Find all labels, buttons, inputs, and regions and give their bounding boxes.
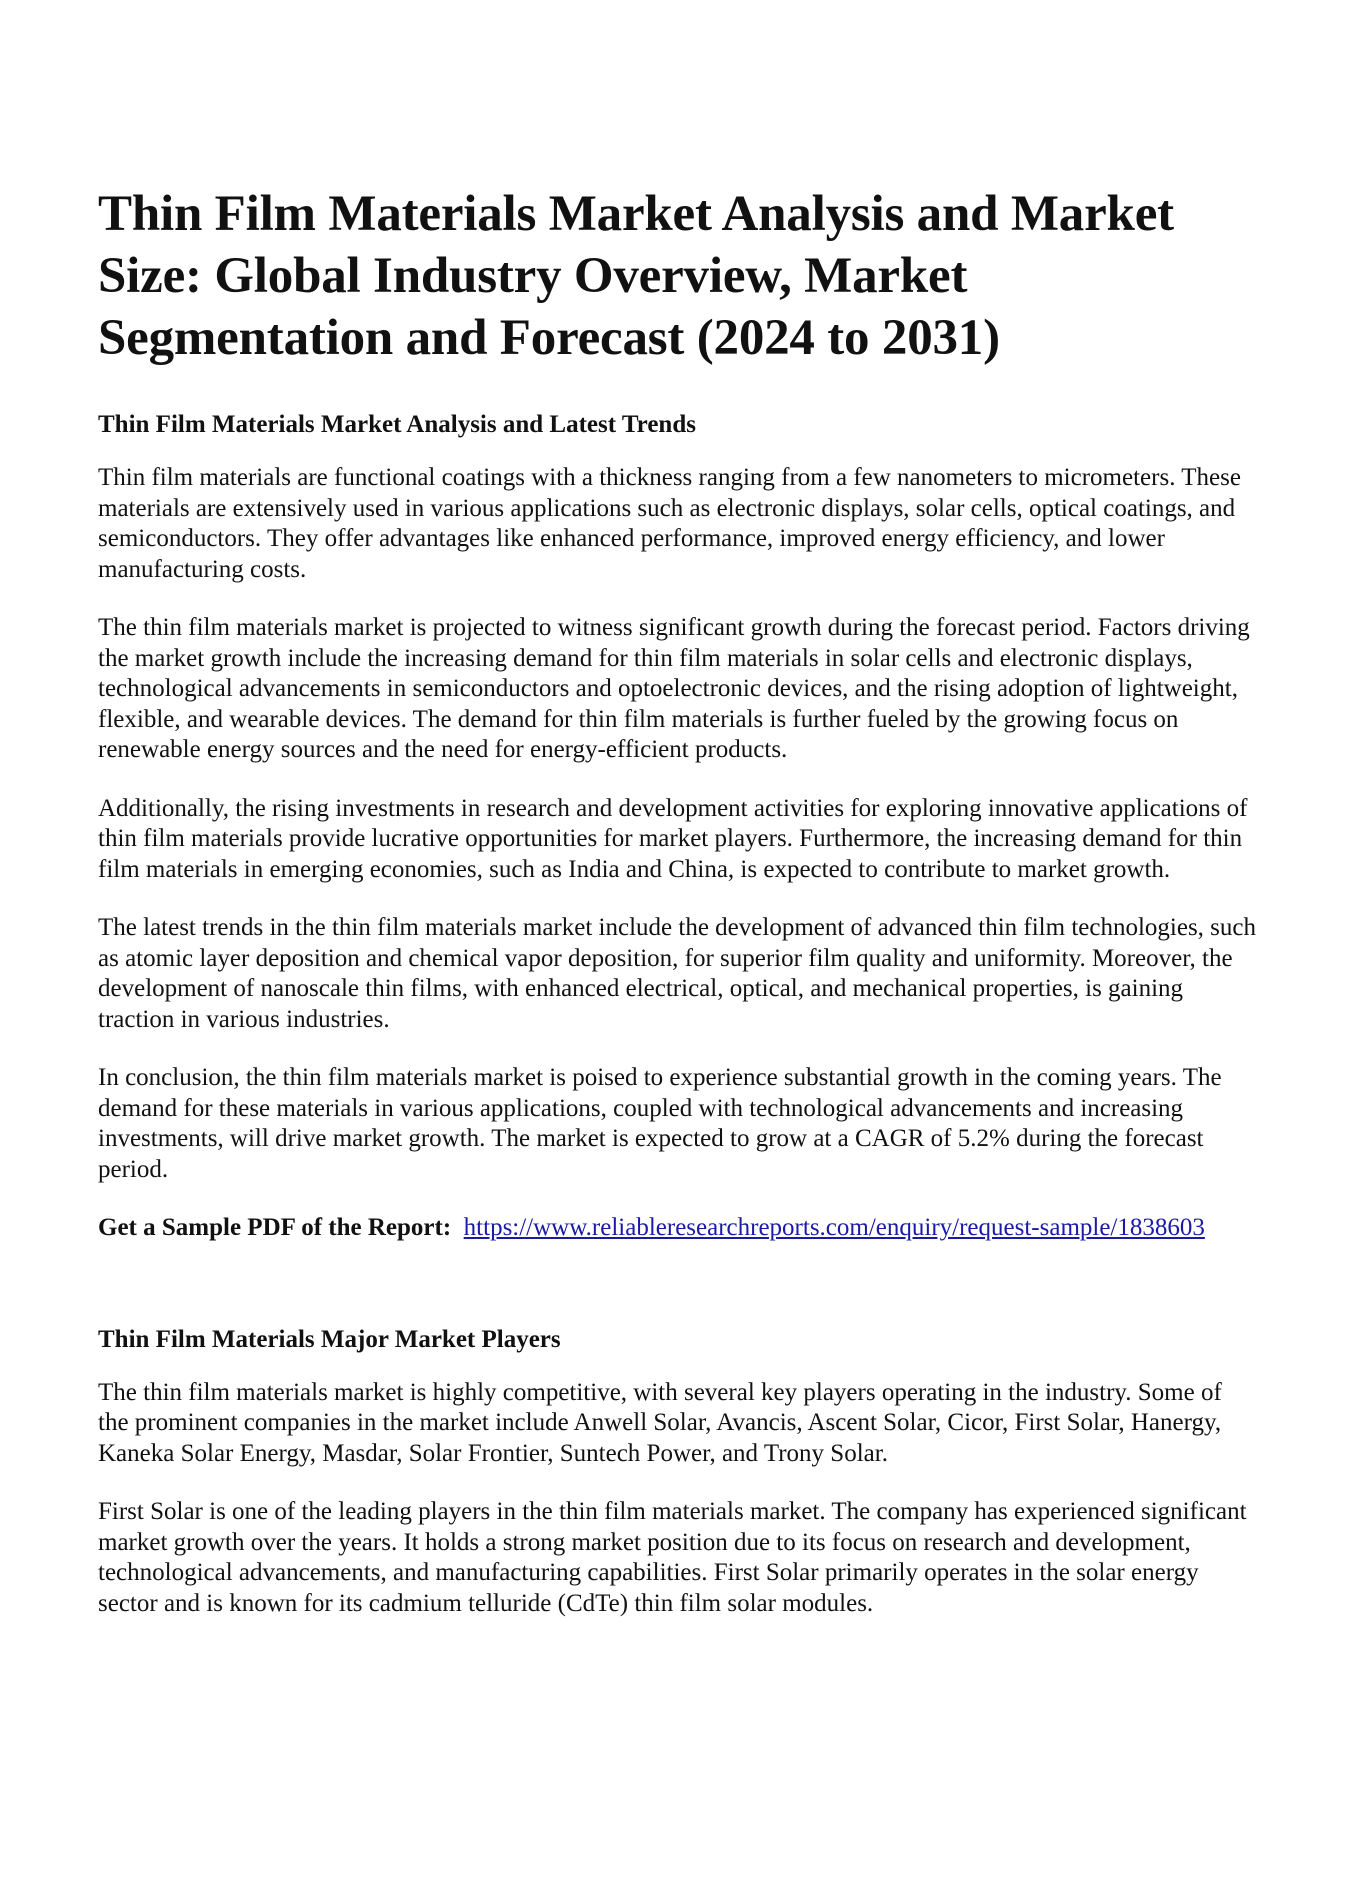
- sample-pdf-link[interactable]: https://www.reliableresearchreports.com/enquiry/request-sample/1838603: [463, 1214, 1205, 1241]
- paragraph-definition: Thin film materials are functional coatings with a thickness ranging from a few nanometers to micrometers. These materials are extensively used in various applications such as electronic displays, solar cells, optical coatings, and semiconductors. They offer advantages like enhanced performance, improved energy efficiency, and lower manufacturing costs.: [98, 464, 1241, 583]
- sample-pdf-label: Get a Sample PDF of the Report:: [98, 1214, 452, 1241]
- paragraph-latest-trends: The latest trends in the thin film materials market include the development of advanced thin film technologies, such as atomic layer deposition and chemical vapor deposition, for superior film quality and uniformity. Moreover, the development of nanoscale thin films, with enhanced electrical, optical, and mechanical properties, is gaining traction in various industries.: [98, 914, 1256, 1033]
- paragraph-first-solar: First Solar is one of the leading players in the thin film materials market. The company has experienced significant market growth over the years. It holds a strong market position due to its focus on research and development, technological advancements, and manufacturing capabilities. First Solar primarily operates in the solar energy sector and is known for its cadmium telluride (CdTe) thin film solar modules.: [98, 1498, 1247, 1617]
- sample-pdf-line: [98, 1213, 1258, 1244]
- paragraph-conclusion: In conclusion, the thin film materials market is poised to experience substantial growth in the coming years. The demand for these materials in various applications, coupled with technological advancements and increasing investments, will drive market growth. The market is expected to grow at a CAGR of 5.2% during the forecast period.: [98, 1064, 1222, 1183]
- section-heading-players: Thin Film Materials Major Market Players: [98, 1325, 561, 1353]
- paragraph-growth-drivers: The thin film materials market is projected to witness significant growth during the forecast period. Factors driving the market growth include the increasing demand for thin film materials in solar cells and electronic displays, technological advancements in semiconductors and optoelectronic devices, and the rising adoption of lightweight, flexible, and wearable devices. The demand for thin film materials is further fueled by the growing focus on renewable energy sources and the need for energy-efficient products.: [98, 614, 1250, 763]
- paragraph-key-players: The thin film materials market is highly competitive, with several key players operating in the industry. Some of the prominent companies in the market include Anwell Solar, Avancis, Ascent Solar, Cicor, First Solar, Hanergy, Kaneka Solar Energy, Masdar, Solar Frontier, Suntech Power, and Trony Solar.: [98, 1378, 1222, 1467]
- paragraph-opportunities: Additionally, the rising investments in research and development activities for exploring innovative applications of thin film materials provide lucrative opportunities for market players. Furthermore, the increasing demand for thin film materials in emerging economies, such as India and China, is expected to contribute to market growth.: [98, 794, 1248, 883]
- page-title: Thin Film Materials Market Analysis and Market Size: Global Industry Overview, Market Segmentation and Forecast (2024 to 2031): [98, 186, 1174, 366]
- document-page: [98, 183, 1258, 1619]
- section-heading-trends: Thin Film Materials Market Analysis and Latest Trends: [98, 411, 696, 438]
